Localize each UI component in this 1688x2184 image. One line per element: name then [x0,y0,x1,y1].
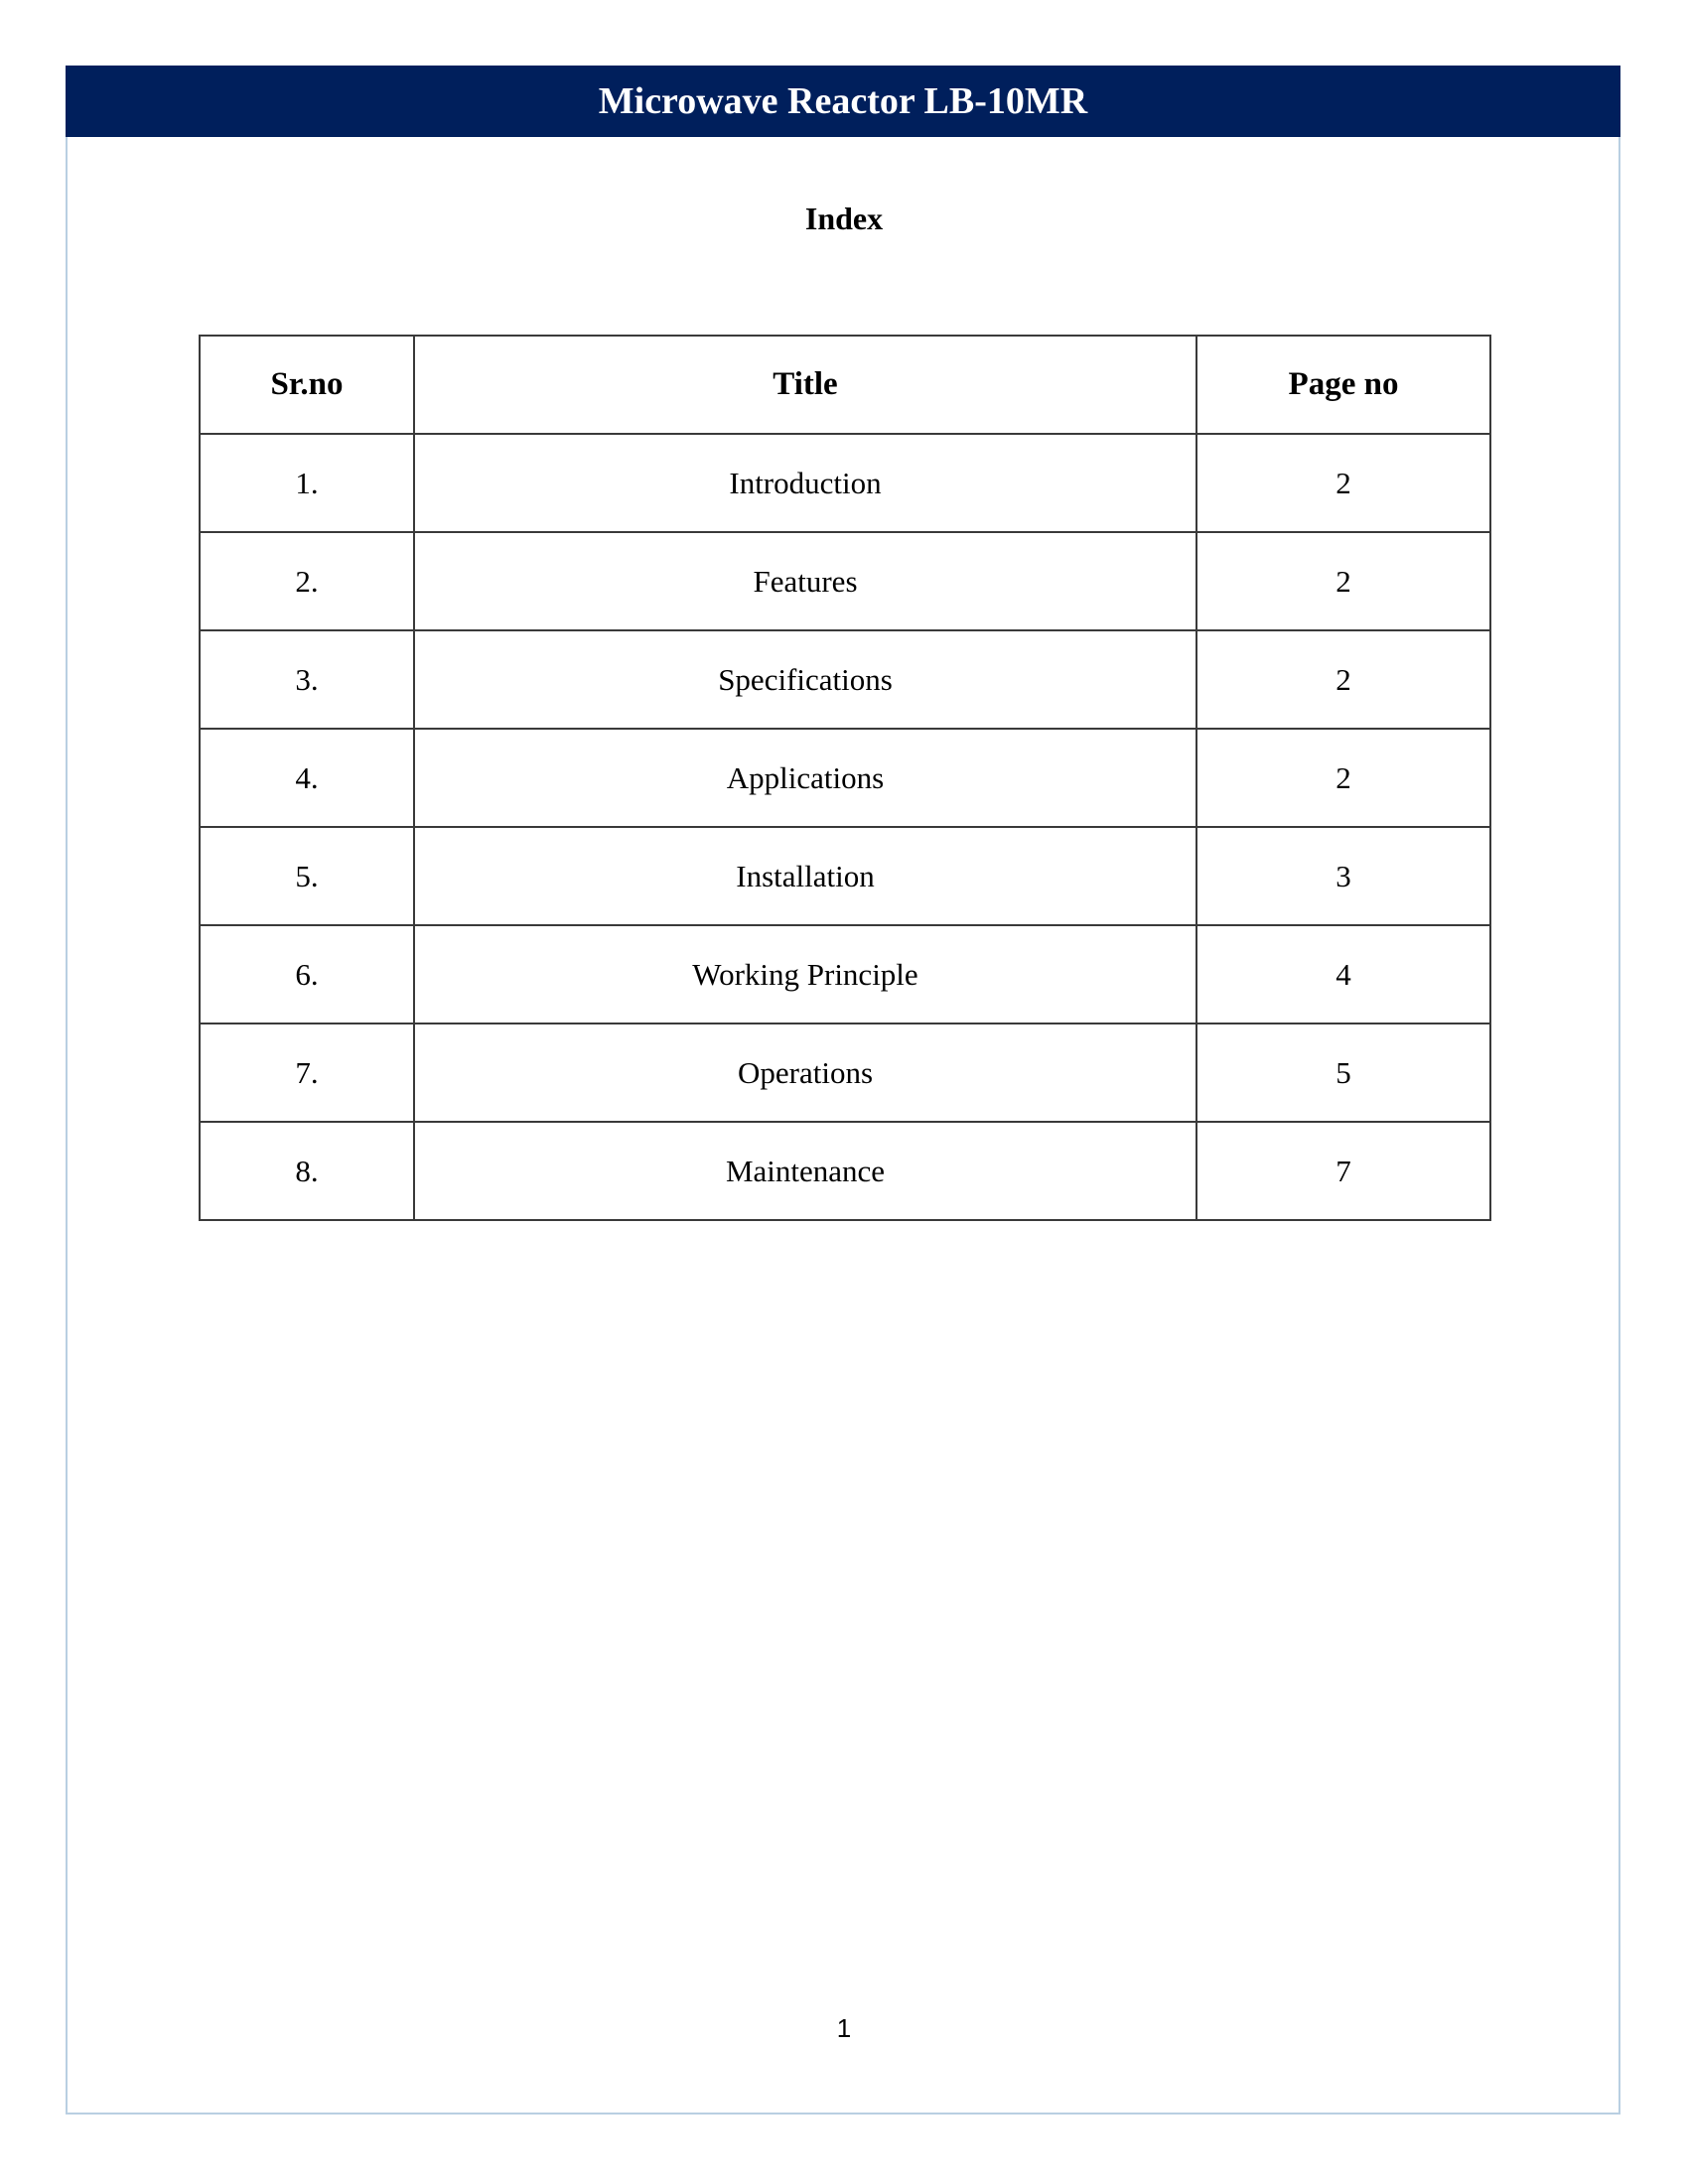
page-number: 1 [836,2013,852,2043]
table-row [200,1122,1490,1220]
row-page-no: 2 [1196,630,1490,729]
table-row [200,729,1490,827]
column-header-srno: Sr.no [200,336,414,434]
row-title: Applications [414,729,1196,827]
column-header-page-no: Page no [1196,336,1490,434]
document-header-bar [66,66,1620,137]
table-header-row [200,336,1490,434]
row-page-no: 7 [1196,1122,1490,1220]
row-title: Maintenance [414,1122,1196,1220]
row-srno: 5. [200,827,414,925]
row-page-no: 4 [1196,925,1490,1024]
row-title: Specifications [414,630,1196,729]
row-page-no: 3 [1196,827,1490,925]
index-heading: Index [804,201,884,236]
row-srno: 1. [200,434,414,532]
row-title: Introduction [414,434,1196,532]
row-title: Installation [414,827,1196,925]
row-title: Features [414,532,1196,630]
row-srno: 7. [200,1024,414,1122]
table-row [200,925,1490,1024]
index-table [199,335,1491,1221]
row-srno: 3. [200,630,414,729]
table-row [200,532,1490,630]
row-page-no: 2 [1196,532,1490,630]
row-srno: 6. [200,925,414,1024]
row-page-no: 5 [1196,1024,1490,1122]
table-row [200,827,1490,925]
row-page-no: 2 [1196,729,1490,827]
table-row [200,630,1490,729]
row-title: Operations [414,1024,1196,1122]
document-title: Microwave Reactor LB-10MR [598,80,1088,122]
table-row [200,434,1490,532]
table-row [200,1024,1490,1122]
row-page-no: 2 [1196,434,1490,532]
row-srno: 8. [200,1122,414,1220]
row-title: Working Principle [414,925,1196,1024]
row-srno: 4. [200,729,414,827]
column-header-title: Title [414,336,1196,434]
row-srno: 2. [200,532,414,630]
